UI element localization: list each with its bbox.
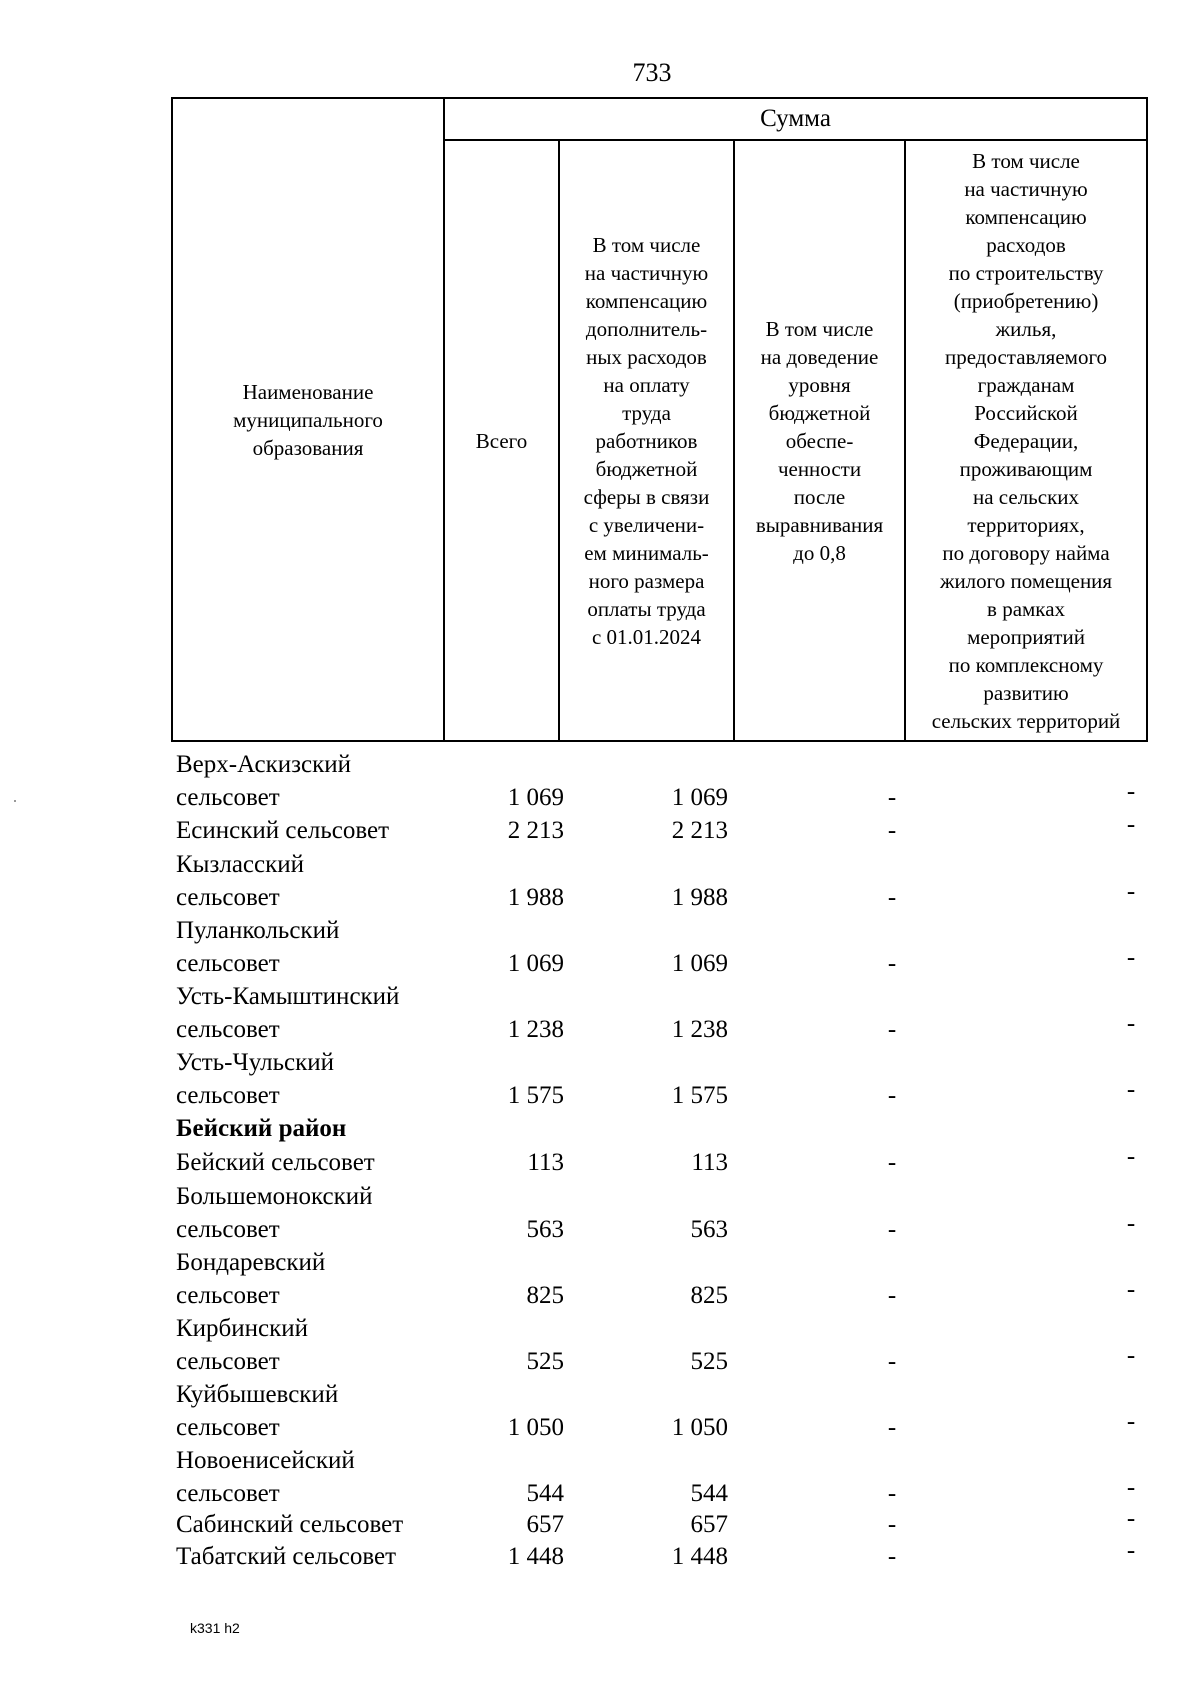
row-mrot: 1 448: [671, 1543, 728, 1570]
row-total: 563: [526, 1216, 564, 1243]
row-mrot: 563: [690, 1216, 728, 1243]
row-total: 1 575: [507, 1082, 564, 1109]
row-name: Усть-Чульский сельсовет: [176, 1049, 334, 1109]
row-level: -: [887, 884, 897, 911]
row-name: Верх-Аскизский сельсовет: [176, 751, 352, 811]
row-total: 825: [526, 1282, 564, 1309]
row-mrot: 525: [690, 1348, 728, 1375]
row-level: -: [887, 1511, 897, 1538]
scan-mark: [14, 800, 16, 802]
row-mrot: 1 069: [671, 784, 728, 811]
row-housing: -: [1126, 1210, 1136, 1237]
row-mrot: 1 238: [671, 1016, 728, 1043]
row-total: 113: [527, 1149, 564, 1176]
row-level: -: [887, 1149, 897, 1176]
row-total: 2 213: [507, 817, 564, 844]
header-mrot-column: В том числе на частичную компенсацию дополнитель- ных расходов на оплату труда работников бюджетной сферы в связи с увеличени- ем минималь- ного размера оплаты труда с 01.01.2024: [559, 140, 734, 741]
row-name: Бейский район: [176, 1115, 347, 1142]
row-total: 525: [526, 1348, 564, 1375]
row-name: Бондаревский сельсовет: [176, 1249, 326, 1309]
row-name: Кызласский сельсовет: [176, 851, 305, 911]
row-housing: -: [1126, 1505, 1136, 1532]
row-mrot: 1 050: [671, 1414, 728, 1441]
row-total: 1 448: [507, 1543, 564, 1570]
page-number: 733: [632, 58, 672, 87]
header-level-column: В том числе на доведение уровня бюджетной обеспе- ченности после выравнивания до 0,8: [734, 140, 905, 741]
row-mrot: 1 575: [671, 1082, 728, 1109]
row-name: Бейский сельсовет: [176, 1149, 375, 1176]
row-level: -: [887, 784, 897, 811]
header-total-column: Всего: [444, 140, 559, 741]
row-housing: -: [1126, 1474, 1136, 1501]
row-housing: -: [1126, 1010, 1136, 1037]
row-housing: -: [1126, 878, 1136, 905]
header-name-column: Наименование муниципального образования: [172, 98, 444, 741]
row-total: 1 069: [507, 784, 564, 811]
row-level: -: [887, 950, 897, 977]
row-housing: -: [1126, 1143, 1136, 1170]
row-level: -: [887, 817, 897, 844]
header-housing-column: В том числе на частичную компенсацию расходов по строительству (приобретению) жилья, предоставляемого гражданам Российской Федерации, проживающим на сельских территориях, по договору найма жилого помещения в рамках мероприятий по комплексному развитию сельских территорий: [905, 140, 1147, 741]
row-mrot: 113: [691, 1149, 728, 1176]
row-level: -: [887, 1082, 897, 1109]
row-name: Пуланкольский сельсовет: [176, 917, 340, 977]
row-housing: -: [1126, 1342, 1136, 1369]
row-housing: -: [1126, 1076, 1136, 1103]
row-level: -: [887, 1543, 897, 1570]
row-name: Табатский сельсовет: [176, 1543, 397, 1570]
row-total: 657: [526, 1511, 564, 1538]
row-housing: -: [1126, 1408, 1136, 1435]
row-total: 544: [526, 1480, 564, 1507]
row-level: -: [887, 1016, 897, 1043]
row-name: Куйбышевский сельсовет: [176, 1381, 339, 1441]
row-mrot: 657: [690, 1511, 728, 1538]
row-total: 1 988: [507, 884, 564, 911]
row-housing: -: [1126, 811, 1136, 838]
header-sum-column: Сумма: [444, 98, 1147, 140]
row-mrot: 2 213: [671, 817, 728, 844]
row-total: 1 238: [507, 1016, 564, 1043]
row-name: Кирбинский сельсовет: [176, 1315, 309, 1375]
row-level: -: [887, 1348, 897, 1375]
row-total: 1 069: [507, 950, 564, 977]
row-mrot: 1 069: [671, 950, 728, 977]
row-mrot: 544: [690, 1480, 728, 1507]
row-name: Усть-Камыштинский сельсовет: [176, 983, 400, 1043]
row-mrot: 825: [690, 1282, 728, 1309]
row-housing: -: [1126, 1537, 1136, 1564]
footer-code: k331 h2: [190, 1620, 240, 1636]
row-level: -: [887, 1282, 897, 1309]
row-level: -: [887, 1414, 897, 1441]
row-level: -: [887, 1216, 897, 1243]
row-name: Сабинский сельсовет: [176, 1511, 404, 1538]
row-housing: -: [1126, 944, 1136, 971]
row-mrot: 1 988: [671, 884, 728, 911]
row-name: Есинский сельсовет: [176, 817, 390, 844]
row-total: 1 050: [507, 1414, 564, 1441]
row-name: Новоенисейский сельсовет: [176, 1447, 355, 1507]
row-name: Большемонокский сельсовет: [176, 1183, 373, 1243]
row-housing: -: [1126, 1276, 1136, 1303]
row-housing: -: [1126, 778, 1136, 805]
row-level: -: [887, 1480, 897, 1507]
